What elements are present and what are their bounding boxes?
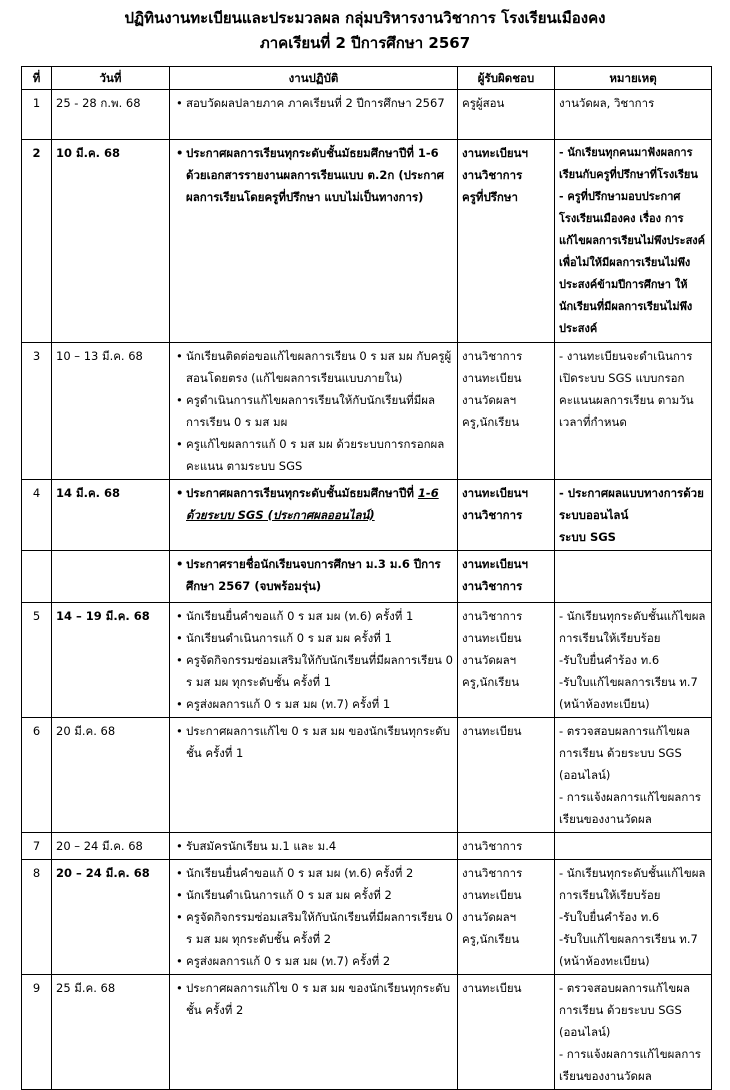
row-task [170,860,458,975]
row-task [170,90,458,140]
row-number: 3 [22,343,52,480]
row-number: 1 [22,90,52,140]
row-date: 20 – 24 มี.ค. 68 [52,860,170,975]
bullet-icon: • [176,954,183,968]
row-task [170,833,458,860]
row-owner: งานทะเบียนฯ งานวิชาการ ครูที่ปรึกษา [458,140,555,343]
task-item: • นักเรียนดำเนินการแก้ 0 ร มส มผ ครั้งที่ 2 [174,884,453,906]
task-item: • ประกาศผลการแก้ไข 0 ร มส มผ ของนักเรียนทุกระดับชั้น ครั้งที่ 2 [174,977,453,1021]
row-number: 5 [22,603,52,718]
row-remark: - นักเรียนทุกระดับชั้นแก้ไขผลการเรียนให้เรียบร้อย -รับใบยื่นคำร้อง ท.6 -รับใบแก้ไขผลการเรียน ท.7 (หน้าห้องทะเบียน) [555,860,712,975]
row-task [170,480,458,551]
col-remark-header: หมายเหตุ [555,67,712,90]
row-owner: งานวิชาการ งานทะเบียน งานวัดผลฯ ครู,นักเรียน [458,343,555,480]
row-number: 6 [22,718,52,833]
bullet-icon: • [176,981,183,995]
row-owner: งานทะเบียนฯ งานวิชาการ [458,551,555,603]
bullet-icon: • [176,653,183,667]
row-remark: - ประกาศผลแบบทางการด้วยระบบออนไลน์ ระบบ SGS [555,480,712,551]
table-row [22,140,712,343]
table-row [22,833,712,860]
row-remark: งานวัดผล, วิชาการ [555,90,712,140]
row-remark: - นักเรียนทุกคนมาฟังผลการเรียนกับครูที่ปรึกษาที่โรงเรียน - ครูที่ปรึกษามอบประกาศโรงเรียนเมืองคง เรื่อง การแก้ไขผลการเรียนไม่พึงประสงค์ เพื่อไม่ให้มีผลการเรียนไม่พึงประสงค์ข้ามปีการศึกษา ให้นักเรียนที่มีผลการเรียนไม่พึงประสงค์ [555,140,712,343]
row-date: 20 มี.ค. 68 [52,718,170,833]
task-item: • ประกาศรายชื่อนักเรียนจบการศึกษา ม.3 ม.6 ปีการศึกษา 2567 (จบพร้อมรุ่น) [174,553,453,597]
row-owner: งานวิชาการ งานทะเบียน งานวัดผลฯ ครู,นักเรียน [458,603,555,718]
row-task [170,718,458,833]
document-subtitle: ภาคเรียนที่ 2 ปีการศึกษา 2567 [259,34,471,52]
row-owner: ครูผู้สอน [458,90,555,140]
row-remark: - ตรวจสอบผลการแก้ไขผลการเรียน ด้วยระบบ SGS (ออนไลน์) - การแจ้งผลการแก้ไขผลการเรียนของงานวัดผล [555,718,712,833]
table-row [22,603,712,718]
bullet-icon: • [176,724,183,738]
row-number [22,551,52,603]
bullet-icon: • [176,910,183,924]
bullet-icon: • [176,609,183,623]
col-date-header: วันที่ [52,67,170,90]
row-remark: - งานทะเบียนจะดำเนินการเปิดระบบ SGS แบบกรอกคะแนนผลการเรียน ตามวันเวลาที่กำหนด [555,343,712,480]
row-number: 9 [22,975,52,1090]
bullet-icon: • [176,888,183,902]
bullet-icon: • [176,96,183,110]
row-remark [555,833,712,860]
task-item: • นักเรียนดำเนินการแก้ 0 ร มส มผ ครั้งที่ 1 [174,627,453,649]
table-row [22,480,712,551]
row-task [170,551,458,603]
table-row [22,90,712,140]
col-no-header: ที่ [22,67,52,90]
bullet-icon: • [176,437,183,451]
bullet-icon: • [176,839,183,853]
col-owner-header: ผู้รับผิดชอบ [458,67,555,90]
row-date: 25 - 28 ก.พ. 68 [52,90,170,140]
bullet-icon: • [176,866,183,880]
task-item: • รับสมัครนักเรียน ม.1 และ ม.4 [174,835,453,857]
bullet-icon: • [176,393,183,407]
task-item: • ครูจัดกิจกรรมซ่อมเสริมให้กับนักเรียนที่มีผลการเรียน 0 ร มส มผ ทุกระดับชั้น ครั้งที่ 2 [174,906,453,950]
bullet-icon: • [176,146,184,160]
task-item: • นักเรียนยื่นคำขอแก้ 0 ร มส มผ (ท.6) ครั้งที่ 2 [174,862,453,884]
task-item: • ครูส่งผลการแก้ 0 ร มส มผ (ท.7) ครั้งที่ 1 [174,693,453,715]
task-item: • สอบวัดผลปลายภาค ภาคเรียนที่ 2 ปีการศึกษา 2567 [174,92,453,114]
row-date [52,551,170,603]
row-remark: - ตรวจสอบผลการแก้ไขผลการเรียน ด้วยระบบ SGS (ออนไลน์) - การแจ้งผลการแก้ไขผลการเรียนของงานวัดผล [555,975,712,1090]
bullet-icon: • [176,557,184,571]
row-number: 2 [22,140,52,343]
row-remark [555,551,712,603]
task-item: • ประกาศผลการเรียนทุกระดับชั้นมัธยมศึกษาปีที่ 1-6 ด้วยระบบ SGS (ประกาศผลออนไลน์) [174,482,453,526]
task-item: • นักเรียนยื่นคำขอแก้ 0 ร มส มผ (ท.6) ครั้งที่ 1 [174,605,453,627]
row-owner: งานทะเบียนฯ งานวิชาการ [458,480,555,551]
table-row [22,551,712,603]
row-date: 14 มี.ค. 68 [52,480,170,551]
bullet-icon: • [176,349,183,363]
row-task [170,975,458,1090]
task-item: • ครูส่งผลการแก้ 0 ร มส มผ (ท.7) ครั้งที่ 2 [174,950,453,972]
row-number: 7 [22,833,52,860]
row-owner: งานวิชาการ [458,833,555,860]
task-item: • ประกาศผลการเรียนทุกระดับชั้นมัธยมศึกษาปีที่ 1-6 ด้วยเอกสารรายงานผลการเรียนแบบ ต.2ก (ประกาศผลการเรียนโดยครูที่ปรึกษา แบบไม่เป็นทางการ) [174,142,453,208]
row-number: 4 [22,480,52,551]
table-row [22,343,712,480]
table-row [22,860,712,975]
table-row [22,718,712,833]
task-item: • ครูดำเนินการแก้ไขผลการเรียนให้กับนักเรียนที่มีผลการเรียน 0 ร มส มผ [174,389,453,433]
col-task-header: งานปฏิบัติ [170,67,458,90]
document-title: ปฏิทินงานทะเบียนและประมวลผล กลุ่มบริหารงานวิชาการ โรงเรียนเมืองคง [124,9,606,27]
row-date: 10 – 13 มี.ค. 68 [52,343,170,480]
bullet-icon: • [176,486,184,500]
task-item: • ครูจัดกิจกรรมซ่อมเสริมให้กับนักเรียนที่มีผลการเรียน 0 ร มส มผ ทุกระดับชั้น ครั้งที่ 1 [174,649,453,693]
row-date: 10 มี.ค. 68 [52,140,170,343]
table-row [22,975,712,1090]
row-owner: งานวิชาการ งานทะเบียน งานวัดผลฯ ครู,นักเรียน [458,860,555,975]
row-owner: งานทะเบียน [458,718,555,833]
row-task [170,603,458,718]
task-item: • นักเรียนติดต่อขอแก้ไขผลการเรียน 0 ร มส มผ กับครูผู้สอนโดยตรง (แก้ไขผลการเรียนแบบภายใน) [174,345,453,389]
row-date: 25 มี.ค. 68 [52,975,170,1090]
row-remark: - นักเรียนทุกระดับชั้นแก้ไขผลการเรียนให้เรียบร้อย -รับใบยื่นคำร้อง ท.6 -รับใบแก้ไขผลการเรียน ท.7 (หน้าห้องทะเบียน) [555,603,712,718]
bullet-icon: • [176,631,183,645]
row-owner: งานทะเบียน [458,975,555,1090]
task-item: • ประกาศผลการแก้ไข 0 ร มส มผ ของนักเรียนทุกระดับชั้น ครั้งที่ 1 [174,720,453,764]
task-item: • ครูแก้ไขผลการแก้ 0 ร มส มผ ด้วยระบบการกรอกผลคะแนน ตามระบบ SGS [174,433,453,477]
row-task [170,140,458,343]
calendar-table [21,66,712,1090]
row-date: 14 – 19 มี.ค. 68 [52,603,170,718]
row-date: 20 – 24 มี.ค. 68 [52,833,170,860]
row-number: 8 [22,860,52,975]
row-task [170,343,458,480]
header-row [22,67,712,90]
bullet-icon: • [176,697,183,711]
